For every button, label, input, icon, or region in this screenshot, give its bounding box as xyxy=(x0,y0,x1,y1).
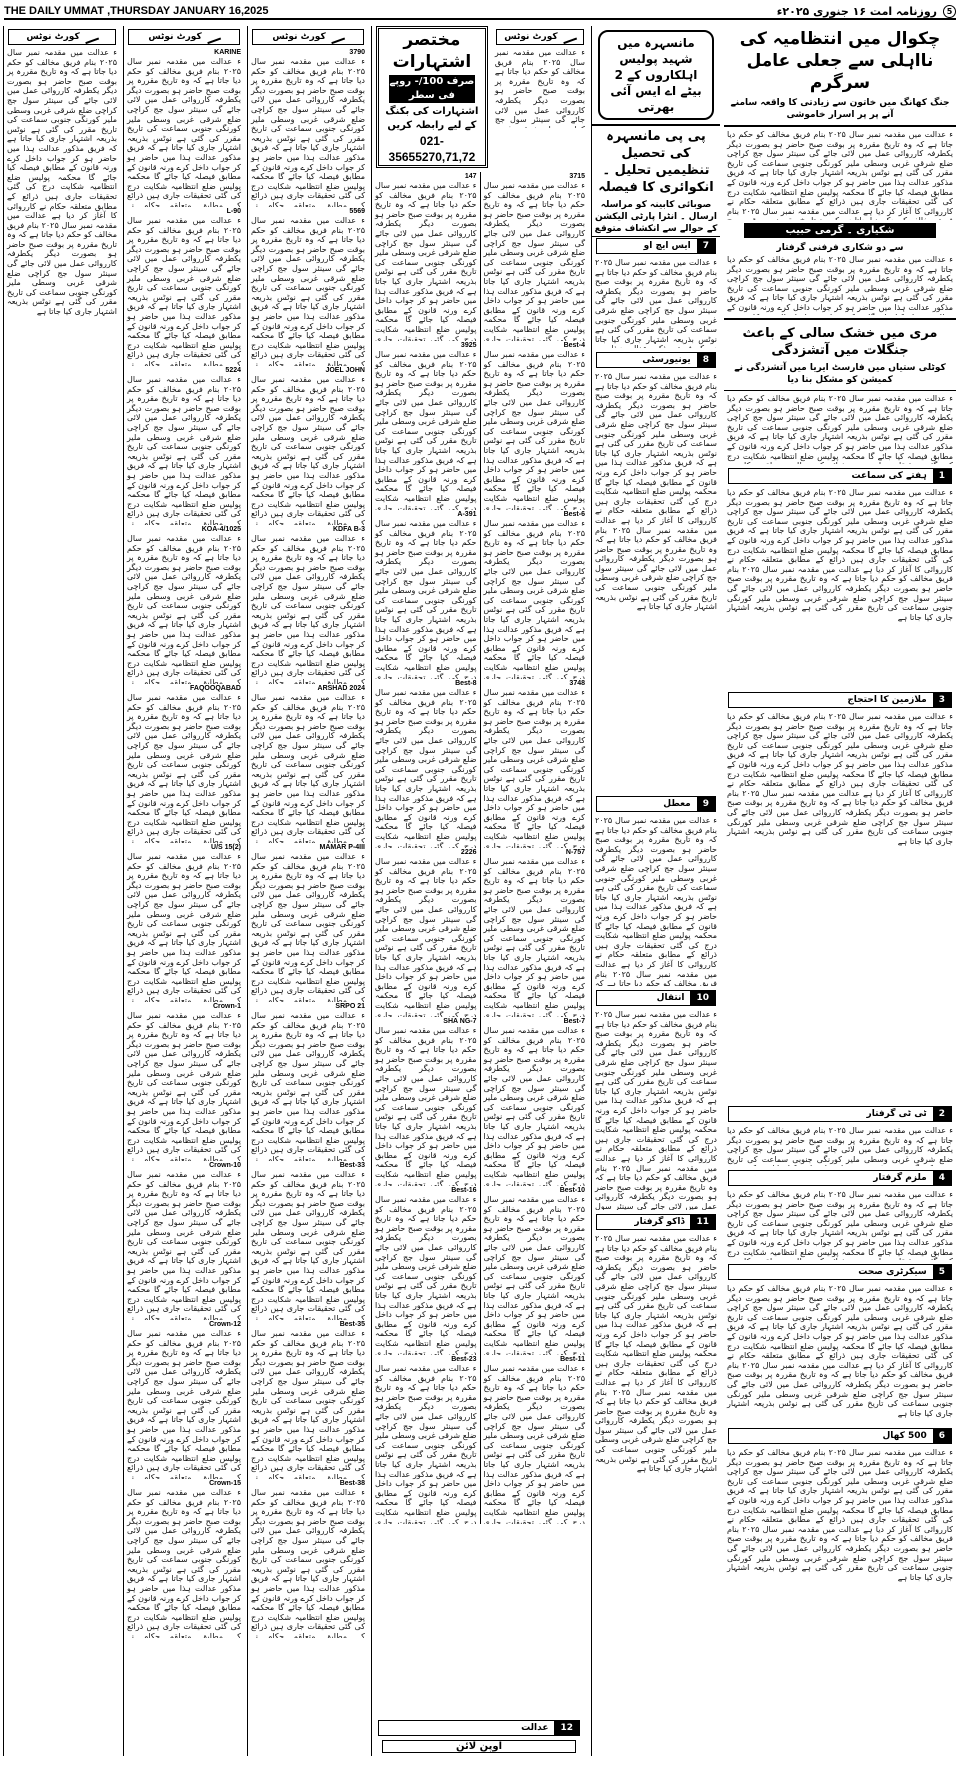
ad-phone: 021-35655270,71,72 xyxy=(388,134,476,164)
article-text xyxy=(724,255,956,315)
article-text xyxy=(592,1010,720,1210)
kicker: شکیاری ۔ گرمی حبیب xyxy=(744,223,936,238)
court-notices-column-6 xyxy=(3,26,120,1756)
news-column-1 xyxy=(724,26,956,1756)
article-text xyxy=(724,130,956,220)
article-text xyxy=(592,1234,720,1634)
article-text xyxy=(724,488,956,688)
court-notice-header: کورٹ نوٹس xyxy=(128,29,240,45)
section-header: 6 500 کھال xyxy=(728,1428,952,1444)
headline-1: چکوال میں انتظامیہ کی نااہلی سے جعلی عامل سرگرم xyxy=(739,29,941,93)
section-header: 2 ٹی ٹی گرفتار xyxy=(728,1106,952,1122)
section-header: 11 ڈاکو گرفتار xyxy=(596,1214,716,1230)
newspaper-page xyxy=(4,4,956,1766)
article-text xyxy=(592,258,720,348)
bottom-label: اوپن لائن xyxy=(382,1740,576,1753)
ad-booking: اشتہارات کی بکنگ کے لیے رابطہ کریں xyxy=(385,106,479,131)
masthead-title: THE DAILY UMMAT ,THURSDAY JANUARY 16,2025 xyxy=(4,5,269,17)
court-notice-header: کورٹ نوٹس xyxy=(8,29,116,45)
bottom-block xyxy=(374,1716,584,1757)
court-notice-header: کورٹ نوٹس xyxy=(252,29,364,45)
subhead-1: جنگ کھانگ میں خاتون سے زیادتی کا واقعہ سامنے آنے پر پر اسرار خاموشی xyxy=(730,98,950,120)
section-header: 9 معطل xyxy=(596,796,716,812)
notice-text xyxy=(492,48,588,128)
gavel-icon xyxy=(560,30,576,43)
section-header: 5 سیکرٹری صحت xyxy=(728,1264,952,1280)
page-number: 5 xyxy=(943,5,956,18)
article-text xyxy=(592,816,720,986)
classified-ad-box xyxy=(376,26,488,168)
section-header: 8 یونیورسٹی xyxy=(596,352,716,368)
urdu-date: روزنامہ امت ۱۶ جنوری ۲۰۲۵ء xyxy=(776,4,937,18)
headline-2: مری میں خشک سالی کے باعث جنگلات میں آتشزدگی xyxy=(742,326,938,358)
masthead-urdu-date xyxy=(777,5,956,18)
court-notices-column-5: کورٹ نوٹس KARINE ء عدالت میں مقدمہ نمبر سال ۲۰۲۵ بنام فریق مخالف کو حکم دیا جاتا ہے کہ وہ تاریخ مقررہ پر بوقت صبح حاضر ہو بصورت دیگر یکطرفہ کارروائی عمل میں لائی جائے گی سینئر سول جج کراچی ضلع شرقی غربی وسطی ملیر کورنگی جنوبی سماعت کی تاریخ مقرر کی گئی ہے نوٹس بذریعہ اشتہار جاری کیا جاتا ہے کہ فریق مذکور عدالت ہذا میں حاضر ہو کر جواب داخل کرے ورنہ قانون کے مطابق فیصلہ کیا جائے گا محکمہ پولیس ضلع انتظامیہ شکایت درج کی گئی تحقیقات جاری ہیں ذرائع کے مطابق متعلقہ حکام نے کارروائی کا آغاز کر دیا ہے عدالت میں مقدمہ نمبر سال ۲۰۲۵ بنام فریق مخالف کو حکم دیا جاتا ہے کہ وہ تاریخ مقررہ پر بوقت صبح حاضر ہو بصورت دیگر یکطرفہ کارروائی عمل میں لائی جائے گی سینئر سول جج کراچی ضلع شرقی غربی وسطی ملیر کورنگی جنوبی سماعت کی تاریخ مقرر کی گئی ہے نوٹس بذریعہ اشتہار جاری کیا جاتا ہے L-90 ء عدالت میں مقدمہ نمبر سال ۲۰۲۵ بنام فریق مخالف کو حکم دیا جاتا ہے کہ وہ تاریخ مقررہ پر بوقت صبح حاضر ہو بصورت دیگر یکطرفہ کارروائی عمل میں لائی جائے گی سینئر سول جج کراچی ضلع شرقی غربی وسطی ملیر کورنگی جنوبی سماعت کی تاریخ مقرر کی گئی ہے نوٹس بذریعہ اشتہار جاری کیا جاتا ہے کہ فریق مذکور عدالت ہذا میں حاضر ہو کر جواب داخل کرے ورنہ قانون کے مطابق فیصلہ کیا جائے گا محکمہ پولیس ضلع انتظامیہ شکایت درج کی گئی تحقیقات جاری ہیں ذرائع کے مطابق متعلقہ حکام نے کارروائی کا آغاز کر دیا ہے عدالت میں مقدمہ نمبر سال ۲۰۲۵ بنام فریق مخالف کو حکم دیا جاتا ہے کہ وہ تاریخ مقررہ پر بوقت صبح حاضر ہو بصورت دیگر یکطرفہ کارروائی عمل میں لائی جائے گی سینئر سول جج کراچی ضلع شرقی غربی وسطی ملیر کورنگی جنوبی سماعت کی تاریخ مقرر کی گئی ہے نوٹس بذریعہ اشتہار جاری کیا جاتا ہے 5224 ء عدالت میں مقدمہ نمبر سال ۲۰۲۵ بنام فریق مخالف کو حکم دیا جاتا ہے کہ وہ تاریخ مقررہ پر بوقت صبح حاضر ہو بصورت دیگر یکطرفہ کارروائی عمل میں لائی جائے گی سینئر سول جج کراچی ضلع شرقی غربی وسطی ملیر کورنگی جنوبی سماعت کی تاریخ مقرر کی گئی ہے نوٹس بذریعہ اشتہار جاری کیا جاتا ہے کہ فریق مذکور عدالت ہذا میں حاضر ہو کر جواب داخل کرے ورنہ قانون کے مطابق فیصلہ کیا جائے گا محکمہ پولیس ضلع انتظامیہ شکایت درج کی گئی تحقیقات جاری ہیں ذرائع کے مطابق متعلقہ حکام نے کارروائی کا آغاز کر دیا ہے عدالت میں مقدمہ نمبر سال ۲۰۲۵ بنام فریق مخالف کو حکم دیا جاتا ہے کہ وہ تاریخ مقررہ پر بوقت صبح حاضر ہو بصورت دیگر یکطرفہ کارروائی عمل میں لائی جائے گی سینئر سول جج کراچی ضلع شرقی غربی وسطی ملیر کورنگی جنوبی سماعت کی تاریخ مقرر کی گئی ہے نوٹس بذریعہ اشتہار جاری کیا جاتا ہے KOA-4/1025 ء عدالت میں مقدمہ نمبر سال ۲۰۲۵ بنام فریق مخالف کو حکم دیا جاتا ہے کہ وہ تاریخ مقررہ پر بوقت صبح حاضر ہو بصورت دیگر یکطرفہ کارروائی عمل میں لائی جائے گی سینئر سول جج کراچی ضلع شرقی غربی وسطی ملیر کورنگی جنوبی سماعت کی تاریخ مقرر کی گئی ہے نوٹس بذریعہ اشتہار جاری کیا جاتا ہے کہ فریق مذکور عدالت ہذا میں حاضر ہو کر جواب داخل کرے ورنہ قانون کے مطابق فیصلہ کیا جائے گا محکمہ پولیس ضلع انتظامیہ شکایت درج کی گئی تحقیقات جاری ہیں ذرائع کے مطابق متعلقہ حکام نے کارروائی کا آغاز کر دیا ہے عدالت میں مقدمہ نمبر سال ۲۰۲۵ بنام فریق مخالف کو حکم دیا جاتا ہے کہ وہ تاریخ مقررہ پر بوقت صبح حاضر ہو بصورت دیگر یکطرفہ کارروائی عمل میں لائی جائے گی سینئر سول جج کراچی ضلع شرقی غربی وسطی ملیر کورنگی جنوبی سماعت کی تاریخ مقرر کی گئی ہے نوٹس بذریعہ اشتہار جاری کیا جاتا ہے FAQOOQABAD ء عدالت میں مقدمہ نمبر سال ۲۰۲۵ بنام فریق مخالف کو حکم دیا جاتا ہے کہ وہ تاریخ مقررہ پر بوقت صبح حاضر ہو بصورت دیگر یکطرفہ کارروائی عمل میں لائی جائے گی سینئر سول جج کراچی ضلع شرقی غربی وسطی ملیر کورنگی جنوبی سماعت کی تاریخ مقرر کی گئی ہے نوٹس بذریعہ اشتہار جاری کیا جاتا ہے کہ فریق مذکور عدالت ہذا میں حاضر ہو کر جواب داخل کرے ورنہ قانون کے مطابق فیصلہ کیا جائے گا محکمہ پولیس ضلع انتظامیہ شکایت درج کی گئی تحقیقات جاری ہیں ذرائع کے مطابق متعلقہ حکام نے کارروائی کا آغاز کر دیا ہے عدالت میں مقدمہ نمبر سال ۲۰۲۵ بنام فریق مخالف کو حکم دیا جاتا ہے کہ وہ تاریخ مقررہ پر بوقت صبح حاضر ہو بصورت دیگر یکطرفہ کارروائی عمل میں لائی جائے گی سینئر سول جج کراچی ضلع شرقی غربی وسطی ملیر کورنگی جنوبی سماعت کی تاریخ مقرر کی گئی ہے نوٹس بذریعہ اشتہار جاری کیا جاتا ہے U/S 15(2) ء عدالت میں مقدمہ نمبر سال ۲۰۲۵ بنام فریق مخالف کو حکم دیا جاتا ہے کہ وہ تاریخ مقررہ پر بوقت صبح حاضر ہو بصورت دیگر یکطرفہ کارروائی عمل میں لائی جائے گی سینئر سول جج کراچی ضلع شرقی غربی وسطی ملیر کورنگی جنوبی سماعت کی تاریخ مقرر کی گئی ہے نوٹس بذریعہ اشتہار جاری کیا جاتا ہے کہ فریق مذکور عدالت ہذا میں حاضر ہو کر جواب داخل کرے ورنہ قانون کے مطابق فیصلہ کیا جائے گا محکمہ پولیس ضلع انتظامیہ شکایت درج کی گئی تحقیقات جاری ہیں ذرائع کے مطابق متعلقہ حکام نے کارروائی کا آغاز کر دیا ہے عدالت میں مقدمہ نمبر سال ۲۰۲۵ بنام فریق مخالف کو حکم دیا جاتا ہے کہ وہ تاریخ مقررہ پر بوقت صبح حاضر ہو بصورت دیگر یکطرفہ کارروائی عمل میں لائی جائے گی سینئر سول جج کراچی ضلع شرقی غربی وسطی ملیر کورنگی جنوبی سماعت کی تاریخ مقرر کی گئی ہے نوٹس بذریعہ اشتہار جاری کیا جاتا ہے Crown-1 ء عدالت میں مقدمہ نمبر سال ۲۰۲۵ بنام فریق مخالف کو حکم دیا جاتا ہے کہ وہ تاریخ مقررہ پر بوقت صبح حاضر ہو بصورت دیگر یکطرفہ کارروائی عمل میں لائی جائے گی سینئر سول جج کراچی ضلع شرقی غربی وسطی ملیر کورنگی جنوبی سماعت کی تاریخ مقرر کی گئی ہے نوٹس بذریعہ اشتہار جاری کیا جاتا ہے کہ فریق مذکور عدالت ہذا میں حاضر ہو کر جواب داخل کرے ورنہ قانون کے مطابق فیصلہ کیا جائے گا محکمہ پولیس ضلع انتظامیہ شکایت درج کی گئی تحقیقات جاری ہیں ذرائع کے مطابق متعلقہ حکام نے کارروائی کا آغاز کر دیا ہے عدالت میں مقدمہ نمبر سال ۲۰۲۵ بنام فریق مخالف کو حکم دیا جاتا ہے کہ وہ تاریخ مقررہ پر بوقت صبح حاضر ہو بصورت دیگر یکطرفہ کارروائی عمل میں لائی جائے گی سینئر سول جج کراچی ضلع شرقی غربی وسطی ملیر کورنگی جنوبی سماعت کی تاریخ مقرر کی گئی ہے نوٹس بذریعہ اشتہار جاری کیا جاتا ہے Crown-10 ء عدالت میں مقدمہ نمبر سال ۲۰۲۵ بنام فریق مخالف کو حکم دیا جاتا ہے کہ وہ تاریخ مقررہ پر بوقت صبح حاضر ہو بصورت دیگر یکطرفہ کارروائی عمل میں لائی جائے گی سینئر سول جج کراچی ضلع شرقی غربی وسطی ملیر کورنگی جنوبی سماعت کی تاریخ مقرر کی گئی ہے نوٹس بذریعہ اشتہار جاری کیا جاتا ہے کہ فریق مذکور عدالت ہذا میں حاضر ہو کر جواب داخل کرے ورنہ قانون کے مطابق فیصلہ کیا جائے گا محکمہ پولیس ضلع انتظامیہ شکایت درج کی گئی تحقیقات جاری ہیں ذرائع کے مطابق متعلقہ حکام نے کارروائی کا آغاز کر دیا ہے عدالت میں مقدمہ نمبر سال ۲۰۲۵ بنام فریق مخالف کو حکم دیا جاتا ہے کہ وہ تاریخ مقررہ پر بوقت صبح حاضر ہو بصورت دیگر یکطرفہ کارروائی عمل میں لائی جائے گی سینئر سول جج کراچی ضلع شرقی غربی وسطی ملیر کورنگی جنوبی سماعت کی تاریخ مقرر کی گئی ہے نوٹس بذریعہ اشتہار جاری کیا جاتا ہے Crown-12 ء عدالت میں مقدمہ نمبر سال ۲۰۲۵ بنام فریق مخالف کو حکم دیا جاتا ہے کہ وہ تاریخ مقررہ پر بوقت صبح حاضر ہو بصورت دیگر یکطرفہ کارروائی عمل میں لائی جائے گی سینئر سول جج کراچی ضلع شرقی غربی وسطی ملیر کورنگی جنوبی سماعت کی تاریخ مقرر کی گئی ہے نوٹس بذریعہ اشتہار جاری کیا جاتا ہے کہ فریق مذکور عدالت ہذا میں حاضر ہو کر جواب داخل کرے ورنہ قانون کے مطابق فیصلہ کیا جائے گا محکمہ پولیس ضلع انتظامیہ شکایت درج کی گئی تحقیقات جاری ہیں ذرائع کے مطابق متعلقہ حکام نے کارروائی کا آغاز کر دیا ہے عدالت میں مقدمہ نمبر سال ۲۰۲۵ بنام فریق مخالف کو حکم دیا جاتا ہے کہ وہ تاریخ مقررہ پر بوقت صبح حاضر ہو بصورت دیگر یکطرفہ کارروائی عمل میں لائی جائے گی سینئر سول جج کراچی ضلع شرقی غربی وسطی ملیر کورنگی جنوبی سماعت کی تاریخ مقرر کی گئی ہے نوٹس بذریعہ اشتہار جاری کیا جاتا ہے Crown-15 ء عدالت میں مقدمہ نمبر سال ۲۰۲۵ بنام فریق مخالف کو حکم دیا جاتا ہے کہ وہ تاریخ مقررہ پر بوقت صبح حاضر ہو بصورت دیگر یکطرفہ کارروائی عمل میں لائی جائے گی سینئر سول جج کراچی ضلع شرقی غربی وسطی ملیر کورنگی جنوبی سماعت کی تاریخ مقرر کی گئی ہے نوٹس بذریعہ اشتہار جاری کیا جاتا ہے کہ فریق مذکور عدالت ہذا میں حاضر ہو کر جواب داخل کرے ورنہ قانون کے مطابق فیصلہ کیا جائے گا محکمہ پولیس ضلع انتظامیہ شکایت درج کی گئی تحقیقات جاری ہیں ذرائع کے مطابق متعلقہ حکام نے کارروائی کا آغاز کر دیا ہے عدالت میں مقدمہ نمبر سال ۲۰۲۵ بنام فریق مخالف کو حکم دیا جاتا ہے کہ وہ تاریخ مقررہ پر بوقت صبح حاضر ہو بصورت دیگر یکطرفہ کارروائی عمل میں لائی جائے گی سینئر سول جج کراچی ضلع شرقی غربی وسطی ملیر کورنگی جنوبی سماعت کی تاریخ مقرر کی گئی ہے نوٹس بذریعہ اشتہار جاری کیا جاتا ہے xyxy=(123,26,244,1756)
section-header: 10 انتقال xyxy=(596,990,716,1006)
article-text xyxy=(724,394,956,464)
section-header: 3 ملازمین کا احتجاج xyxy=(728,692,952,708)
news-column-2 xyxy=(591,26,720,1756)
kicker-sub: سے دو شکاری فرفنی گرفتار xyxy=(776,243,904,253)
notice-subcolumn: 147 ء عدالت میں مقدمہ نمبر سال ۲۰۲۵ بنام فریق مخالف کو حکم دیا جاتا ہے کہ وہ تاریخ مقررہ پر بوقت صبح حاضر ہو بصورت دیگر یکطرفہ کارروائی عمل میں لائی جائے گی سینئر سول جج کراچی ضلع شرقی غربی وسطی ملیر کورنگی جنوبی سماعت کی تاریخ مقرر کی گئی ہے نوٹس بذریعہ اشتہار جاری کیا جاتا ہے کہ فریق مذکور عدالت ہذا میں حاضر ہو کر جواب داخل کرے ورنہ قانون کے مطابق فیصلہ کیا جائے گا محکمہ پولیس ضلع انتظامیہ شکایت درج کی گئی تحقیقات جاری ہیں ذرائع کے مطابق متعلقہ حکام نے کارروائی کا آغاز کر دیا ہے عدالت میں مقدمہ نمبر سال ۲۰۲۵ بنام فریق مخالف کو حکم دیا جاتا ہے کہ وہ تاریخ مقررہ پر بوقت صبح حاضر ہو بصورت دیگر یکطرفہ کارروائی عمل میں لائی جائے گی سینئر سول جج کراچی ضلع شرقی غربی وسطی ملیر کورنگی جنوبی سماعت کی تاریخ مقرر کی گئی ہے نوٹس بذریعہ اشتہار جاری کیا جاتا ہے 3925 ء عدالت میں مقدمہ نمبر سال ۲۰۲۵ بنام فریق مخالف کو حکم دیا جاتا ہے کہ وہ تاریخ مقررہ پر بوقت صبح حاضر ہو بصورت دیگر یکطرفہ کارروائی عمل میں لائی جائے گی سینئر سول جج کراچی ضلع شرقی غربی وسطی ملیر کورنگی جنوبی سماعت کی تاریخ مقرر کی گئی ہے نوٹس بذریعہ اشتہار جاری کیا جاتا ہے کہ فریق مذکور عدالت ہذا میں حاضر ہو کر جواب داخل کرے ورنہ قانون کے مطابق فیصلہ کیا جائے گا محکمہ پولیس ضلع انتظامیہ شکایت درج کی گئی تحقیقات جاری ہیں ذرائع کے مطابق متعلقہ حکام نے کارروائی کا آغاز کر دیا ہے عدالت میں مقدمہ نمبر سال ۲۰۲۵ بنام فریق مخالف کو حکم دیا جاتا ہے کہ وہ تاریخ مقررہ پر بوقت صبح حاضر ہو بصورت دیگر یکطرفہ کارروائی عمل میں لائی جائے گی سینئر سول جج کراچی ضلع شرقی غربی وسطی ملیر کورنگی جنوبی سماعت کی تاریخ مقرر کی گئی ہے نوٹس بذریعہ اشتہار جاری کیا جاتا ہے A-391 ء عدالت میں مقدمہ نمبر سال ۲۰۲۵ بنام فریق مخالف کو حکم دیا جاتا ہے کہ وہ تاریخ مقررہ پر بوقت صبح حاضر ہو بصورت دیگر یکطرفہ کارروائی عمل میں لائی جائے گی سینئر سول جج کراچی ضلع شرقی غربی وسطی ملیر کورنگی جنوبی سماعت کی تاریخ مقرر کی گئی ہے نوٹس بذریعہ اشتہار جاری کیا جاتا ہے کہ فریق مذکور عدالت ہذا میں حاضر ہو کر جواب داخل کرے ورنہ قانون کے مطابق فیصلہ کیا جائے گا محکمہ پولیس ضلع انتظامیہ شکایت درج کی گئی تحقیقات جاری ہیں ذرائع کے مطابق متعلقہ حکام نے کارروائی کا آغاز کر دیا ہے عدالت میں مقدمہ نمبر سال ۲۰۲۵ بنام فریق مخالف کو حکم دیا جاتا ہے کہ وہ تاریخ مقررہ پر بوقت صبح حاضر ہو بصورت دیگر یکطرفہ کارروائی عمل میں لائی جائے گی سینئر سول جج کراچی ضلع شرقی غربی وسطی ملیر کورنگی جنوبی سماعت کی تاریخ مقرر کی گئی ہے نوٹس بذریعہ اشتہار جاری کیا جاتا ہے Best-8 ء عدالت میں مقدمہ نمبر سال ۲۰۲۵ بنام فریق مخالف کو حکم دیا جاتا ہے کہ وہ تاریخ مقررہ پر بوقت صبح حاضر ہو بصورت دیگر یکطرفہ کارروائی عمل میں لائی جائے گی سینئر سول جج کراچی ضلع شرقی غربی وسطی ملیر کورنگی جنوبی سماعت کی تاریخ مقرر کی گئی ہے نوٹس بذریعہ اشتہار جاری کیا جاتا ہے کہ فریق مذکور عدالت ہذا میں حاضر ہو کر جواب داخل کرے ورنہ قانون کے مطابق فیصلہ کیا جائے گا محکمہ پولیس ضلع انتظامیہ شکایت درج کی گئی تحقیقات جاری ہیں ذرائع کے مطابق متعلقہ حکام نے کارروائی کا آغاز کر دیا ہے عدالت میں مقدمہ نمبر سال ۲۰۲۵ بنام فریق مخالف کو حکم دیا جاتا ہے کہ وہ تاریخ مقررہ پر بوقت صبح حاضر ہو بصورت دیگر یکطرفہ کارروائی عمل میں لائی جائے گی سینئر سول جج کراچی ضلع شرقی غربی وسطی ملیر کورنگی جنوبی سماعت کی تاریخ مقرر کی گئی ہے نوٹس بذریعہ اشتہار جاری کیا جاتا ہے 2226 ء عدالت میں مقدمہ نمبر سال ۲۰۲۵ بنام فریق مخالف کو حکم دیا جاتا ہے کہ وہ تاریخ مقررہ پر بوقت صبح حاضر ہو بصورت دیگر یکطرفہ کارروائی عمل میں لائی جائے گی سینئر سول جج کراچی ضلع شرقی غربی وسطی ملیر کورنگی جنوبی سماعت کی تاریخ مقرر کی گئی ہے نوٹس بذریعہ اشتہار جاری کیا جاتا ہے کہ فریق مذکور عدالت ہذا میں حاضر ہو کر جواب داخل کرے ورنہ قانون کے مطابق فیصلہ کیا جائے گا محکمہ پولیس ضلع انتظامیہ شکایت درج کی گئی تحقیقات جاری ہیں ذرائع کے مطابق متعلقہ حکام نے کارروائی کا آغاز کر دیا ہے عدالت میں مقدمہ نمبر سال ۲۰۲۵ بنام فریق مخالف کو حکم دیا جاتا ہے کہ وہ تاریخ مقررہ پر بوقت صبح حاضر ہو بصورت دیگر یکطرفہ کارروائی عمل میں لائی جائے گی سینئر سول جج کراچی ضلع شرقی غربی وسطی ملیر کورنگی جنوبی سماعت کی تاریخ مقرر کی گئی ہے نوٹس بذریعہ اشتہار جاری کیا جاتا ہے SHA NG-7 ء عدالت میں مقدمہ نمبر سال ۲۰۲۵ بنام فریق مخالف کو حکم دیا جاتا ہے کہ وہ تاریخ مقررہ پر بوقت صبح حاضر ہو بصورت دیگر یکطرفہ کارروائی عمل میں لائی جائے گی سینئر سول جج کراچی ضلع شرقی غربی وسطی ملیر کورنگی جنوبی سماعت کی تاریخ مقرر کی گئی ہے نوٹس بذریعہ اشتہار جاری کیا جاتا ہے کہ فریق مذکور عدالت ہذا میں حاضر ہو کر جواب داخل کرے ورنہ قانون کے مطابق فیصلہ کیا جائے گا محکمہ پولیس ضلع انتظامیہ شکایت درج کی گئی تحقیقات جاری ہیں ذرائع کے مطابق متعلقہ حکام نے کارروائی کا آغاز کر دیا ہے عدالت میں مقدمہ نمبر سال ۲۰۲۵ بنام فریق مخالف کو حکم دیا جاتا ہے کہ وہ تاریخ مقررہ پر بوقت صبح حاضر ہو بصورت دیگر یکطرفہ کارروائی عمل میں لائی جائے گی سینئر سول جج کراچی ضلع شرقی غربی وسطی ملیر کورنگی جنوبی سماعت کی تاریخ مقرر کی گئی ہے نوٹس بذریعہ اشتہار جاری کیا جاتا ہے Best-16 ء عدالت میں مقدمہ نمبر سال ۲۰۲۵ بنام فریق مخالف کو حکم دیا جاتا ہے کہ وہ تاریخ مقررہ پر بوقت صبح حاضر ہو بصورت دیگر یکطرفہ کارروائی عمل میں لائی جائے گی سینئر سول جج کراچی ضلع شرقی غربی وسطی ملیر کورنگی جنوبی سماعت کی تاریخ مقرر کی گئی ہے نوٹس بذریعہ اشتہار جاری کیا جاتا ہے کہ فریق مذکور عدالت ہذا میں حاضر ہو کر جواب داخل کرے ورنہ قانون کے مطابق فیصلہ کیا جائے گا محکمہ پولیس ضلع انتظامیہ شکایت درج کی گئی تحقیقات جاری ہیں ذرائع کے مطابق متعلقہ حکام نے کارروائی کا آغاز کر دیا ہے عدالت میں مقدمہ نمبر سال ۲۰۲۵ بنام فریق مخالف کو حکم دیا جاتا ہے کہ وہ تاریخ مقررہ پر بوقت صبح حاضر ہو بصورت دیگر یکطرفہ کارروائی عمل میں لائی جائے گی سینئر سول جج کراچی ضلع شرقی غربی وسطی ملیر کورنگی جنوبی سماعت کی تاریخ مقرر کی گئی ہے نوٹس بذریعہ اشتہار جاری کیا جاتا ہے Best-23 ء عدالت میں مقدمہ نمبر سال ۲۰۲۵ بنام فریق مخالف کو حکم دیا جاتا ہے کہ وہ تاریخ مقررہ پر بوقت صبح حاضر ہو بصورت دیگر یکطرفہ کارروائی عمل میں لائی جائے گی سینئر سول جج کراچی ضلع شرقی غربی وسطی ملیر کورنگی جنوبی سماعت کی تاریخ مقرر کی گئی ہے نوٹس بذریعہ اشتہار جاری کیا جاتا ہے کہ فریق مذکور عدالت ہذا میں حاضر ہو کر جواب داخل کرے ورنہ قانون کے مطابق فیصلہ کیا جائے گا محکمہ پولیس ضلع انتظامیہ شکایت درج کی گئی تحقیقات جاری ہیں ذرائع کے مطابق متعلقہ حکام نے کارروائی کا آغاز کر دیا ہے عدالت میں مقدمہ نمبر سال ۲۰۲۵ بنام فریق مخالف کو حکم دیا جاتا ہے کہ وہ تاریخ مقررہ پر بوقت صبح حاضر ہو بصورت دیگر یکطرفہ کارروائی عمل میں لائی جائے گی سینئر سول جج کراچی ضلع شرقی غربی وسطی ملیر کورنگی جنوبی سماعت کی تاریخ مقرر کی گئی ہے نوٹس بذریعہ اشتہار جاری کیا جاتا ہے xyxy=(372,172,481,1524)
court-notice-header: کورٹ نوٹس xyxy=(496,29,584,45)
notice-subcolumn: 3715 ء عدالت میں مقدمہ نمبر سال ۲۰۲۵ بنام فریق مخالف کو حکم دیا جاتا ہے کہ وہ تاریخ مقررہ پر بوقت صبح حاضر ہو بصورت دیگر یکطرفہ کارروائی عمل میں لائی جائے گی سینئر سول جج کراچی ضلع شرقی غربی وسطی ملیر کورنگی جنوبی سماعت کی تاریخ مقرر کی گئی ہے نوٹس بذریعہ اشتہار جاری کیا جاتا ہے کہ فریق مذکور عدالت ہذا میں حاضر ہو کر جواب داخل کرے ورنہ قانون کے مطابق فیصلہ کیا جائے گا محکمہ پولیس ضلع انتظامیہ شکایت درج کی گئی تحقیقات جاری ہیں ذرائع کے مطابق متعلقہ حکام نے کارروائی کا آغاز کر دیا ہے عدالت میں مقدمہ نمبر سال ۲۰۲۵ بنام فریق مخالف کو حکم دیا جاتا ہے کہ وہ تاریخ مقررہ پر بوقت صبح حاضر ہو بصورت دیگر یکطرفہ کارروائی عمل میں لائی جائے گی سینئر سول جج کراچی ضلع شرقی غربی وسطی ملیر کورنگی جنوبی سماعت کی تاریخ مقرر کی گئی ہے نوٹس بذریعہ اشتہار جاری کیا جاتا ہے Best-4 ء عدالت میں مقدمہ نمبر سال ۲۰۲۵ بنام فریق مخالف کو حکم دیا جاتا ہے کہ وہ تاریخ مقررہ پر بوقت صبح حاضر ہو بصورت دیگر یکطرفہ کارروائی عمل میں لائی جائے گی سینئر سول جج کراچی ضلع شرقی غربی وسطی ملیر کورنگی جنوبی سماعت کی تاریخ مقرر کی گئی ہے نوٹس بذریعہ اشتہار جاری کیا جاتا ہے کہ فریق مذکور عدالت ہذا میں حاضر ہو کر جواب داخل کرے ورنہ قانون کے مطابق فیصلہ کیا جائے گا محکمہ پولیس ضلع انتظامیہ شکایت درج کی گئی تحقیقات جاری ہیں ذرائع کے مطابق متعلقہ حکام نے کارروائی کا آغاز کر دیا ہے عدالت میں مقدمہ نمبر سال ۲۰۲۵ بنام فریق مخالف کو حکم دیا جاتا ہے کہ وہ تاریخ مقررہ پر بوقت صبح حاضر ہو بصورت دیگر یکطرفہ کارروائی عمل میں لائی جائے گی سینئر سول جج کراچی ضلع شرقی غربی وسطی ملیر کورنگی جنوبی سماعت کی تاریخ مقرر کی گئی ہے نوٹس بذریعہ اشتہار جاری کیا جاتا ہے Best-6 ء عدالت میں مقدمہ نمبر سال ۲۰۲۵ بنام فریق مخالف کو حکم دیا جاتا ہے کہ وہ تاریخ مقررہ پر بوقت صبح حاضر ہو بصورت دیگر یکطرفہ کارروائی عمل میں لائی جائے گی سینئر سول جج کراچی ضلع شرقی غربی وسطی ملیر کورنگی جنوبی سماعت کی تاریخ مقرر کی گئی ہے نوٹس بذریعہ اشتہار جاری کیا جاتا ہے کہ فریق مذکور عدالت ہذا میں حاضر ہو کر جواب داخل کرے ورنہ قانون کے مطابق فیصلہ کیا جائے گا محکمہ پولیس ضلع انتظامیہ شکایت درج کی گئی تحقیقات جاری ہیں ذرائع کے مطابق متعلقہ حکام نے کارروائی کا آغاز کر دیا ہے عدالت میں مقدمہ نمبر سال ۲۰۲۵ بنام فریق مخالف کو حکم دیا جاتا ہے کہ وہ تاریخ مقررہ پر بوقت صبح حاضر ہو بصورت دیگر یکطرفہ کارروائی عمل میں لائی جائے گی سینئر سول جج کراچی ضلع شرقی غربی وسطی ملیر کورنگی جنوبی سماعت کی تاریخ مقرر کی گئی ہے نوٹس بذریعہ اشتہار جاری کیا جاتا ہے 3748 ء عدالت میں مقدمہ نمبر سال ۲۰۲۵ بنام فریق مخالف کو حکم دیا جاتا ہے کہ وہ تاریخ مقررہ پر بوقت صبح حاضر ہو بصورت دیگر یکطرفہ کارروائی عمل میں لائی جائے گی سینئر سول جج کراچی ضلع شرقی غربی وسطی ملیر کورنگی جنوبی سماعت کی تاریخ مقرر کی گئی ہے نوٹس بذریعہ اشتہار جاری کیا جاتا ہے کہ فریق مذکور عدالت ہذا میں حاضر ہو کر جواب داخل کرے ورنہ قانون کے مطابق فیصلہ کیا جائے گا محکمہ پولیس ضلع انتظامیہ شکایت درج کی گئی تحقیقات جاری ہیں ذرائع کے مطابق متعلقہ حکام نے کارروائی کا آغاز کر دیا ہے عدالت میں مقدمہ نمبر سال ۲۰۲۵ بنام فریق مخالف کو حکم دیا جاتا ہے کہ وہ تاریخ مقررہ پر بوقت صبح حاضر ہو بصورت دیگر یکطرفہ کارروائی عمل میں لائی جائے گی سینئر سول جج کراچی ضلع شرقی غربی وسطی ملیر کورنگی جنوبی سماعت کی تاریخ مقرر کی گئی ہے نوٹس بذریعہ اشتہار جاری کیا جاتا ہے N-757 ء عدالت میں مقدمہ نمبر سال ۲۰۲۵ بنام فریق مخالف کو حکم دیا جاتا ہے کہ وہ تاریخ مقررہ پر بوقت صبح حاضر ہو بصورت دیگر یکطرفہ کارروائی عمل میں لائی جائے گی سینئر سول جج کراچی ضلع شرقی غربی وسطی ملیر کورنگی جنوبی سماعت کی تاریخ مقرر کی گئی ہے نوٹس بذریعہ اشتہار جاری کیا جاتا ہے کہ فریق مذکور عدالت ہذا میں حاضر ہو کر جواب داخل کرے ورنہ قانون کے مطابق فیصلہ کیا جائے گا محکمہ پولیس ضلع انتظامیہ شکایت درج کی گئی تحقیقات جاری ہیں ذرائع کے مطابق متعلقہ حکام نے کارروائی کا آغاز کر دیا ہے عدالت میں مقدمہ نمبر سال ۲۰۲۵ بنام فریق مخالف کو حکم دیا جاتا ہے کہ وہ تاریخ مقررہ پر بوقت صبح حاضر ہو بصورت دیگر یکطرفہ کارروائی عمل میں لائی جائے گی سینئر سول جج کراچی ضلع شرقی غربی وسطی ملیر کورنگی جنوبی سماعت کی تاریخ مقرر کی گئی ہے نوٹس بذریعہ اشتہار جاری کیا جاتا ہے Best-7 ء عدالت میں مقدمہ نمبر سال ۲۰۲۵ بنام فریق مخالف کو حکم دیا جاتا ہے کہ وہ تاریخ مقررہ پر بوقت صبح حاضر ہو بصورت دیگر یکطرفہ کارروائی عمل میں لائی جائے گی سینئر سول جج کراچی ضلع شرقی غربی وسطی ملیر کورنگی جنوبی سماعت کی تاریخ مقرر کی گئی ہے نوٹس بذریعہ اشتہار جاری کیا جاتا ہے کہ فریق مذکور عدالت ہذا میں حاضر ہو کر جواب داخل کرے ورنہ قانون کے مطابق فیصلہ کیا جائے گا محکمہ پولیس ضلع انتظامیہ شکایت درج کی گئی تحقیقات جاری ہیں ذرائع کے مطابق متعلقہ حکام نے کارروائی کا آغاز کر دیا ہے عدالت میں مقدمہ نمبر سال ۲۰۲۵ بنام فریق مخالف کو حکم دیا جاتا ہے کہ وہ تاریخ مقررہ پر بوقت صبح حاضر ہو بصورت دیگر یکطرفہ کارروائی عمل میں لائی جائے گی سینئر سول جج کراچی ضلع شرقی غربی وسطی ملیر کورنگی جنوبی سماعت کی تاریخ مقرر کی گئی ہے نوٹس بذریعہ اشتہار جاری کیا جاتا ہے Best-10 ء عدالت میں مقدمہ نمبر سال ۲۰۲۵ بنام فریق مخالف کو حکم دیا جاتا ہے کہ وہ تاریخ مقررہ پر بوقت صبح حاضر ہو بصورت دیگر یکطرفہ کارروائی عمل میں لائی جائے گی سینئر سول جج کراچی ضلع شرقی غربی وسطی ملیر کورنگی جنوبی سماعت کی تاریخ مقرر کی گئی ہے نوٹس بذریعہ اشتہار جاری کیا جاتا ہے کہ فریق مذکور عدالت ہذا میں حاضر ہو کر جواب داخل کرے ورنہ قانون کے مطابق فیصلہ کیا جائے گا محکمہ پولیس ضلع انتظامیہ شکایت درج کی گئی تحقیقات جاری ہیں ذرائع کے مطابق متعلقہ حکام نے کارروائی کا آغاز کر دیا ہے عدالت میں مقدمہ نمبر سال ۲۰۲۵ بنام فریق مخالف کو حکم دیا جاتا ہے کہ وہ تاریخ مقررہ پر بوقت صبح حاضر ہو بصورت دیگر یکطرفہ کارروائی عمل میں لائی جائے گی سینئر سول جج کراچی ضلع شرقی غربی وسطی ملیر کورنگی جنوبی سماعت کی تاریخ مقرر کی گئی ہے نوٹس بذریعہ اشتہار جاری کیا جاتا ہے Best-11 ء عدالت میں مقدمہ نمبر سال ۲۰۲۵ بنام فریق مخالف کو حکم دیا جاتا ہے کہ وہ تاریخ مقررہ پر بوقت صبح حاضر ہو بصورت دیگر یکطرفہ کارروائی عمل میں لائی جائے گی سینئر سول جج کراچی ضلع شرقی غربی وسطی ملیر کورنگی جنوبی سماعت کی تاریخ مقرر کی گئی ہے نوٹس بذریعہ اشتہار جاری کیا جاتا ہے کہ فریق مذکور عدالت ہذا میں حاضر ہو کر جواب داخل کرے ورنہ قانون کے مطابق فیصلہ کیا جائے گا محکمہ پولیس ضلع انتظامیہ شکایت درج کی گئی تحقیقات جاری ہیں ذرائع کے مطابق متعلقہ حکام نے کارروائی کا آغاز کر دیا ہے عدالت میں مقدمہ نمبر سال ۲۰۲۵ بنام فریق مخالف کو حکم دیا جاتا ہے کہ وہ تاریخ مقررہ پر بوقت صبح حاضر ہو بصورت دیگر یکطرفہ کارروائی عمل میں لائی جائے گی سینئر سول جج کراچی ضلع شرقی غربی وسطی ملیر کورنگی جنوبی سماعت کی تاریخ مقرر کی گئی ہے نوٹس بذریعہ اشتہار جاری کیا جاتا ہے xyxy=(481,172,589,1524)
gavel-icon xyxy=(205,30,221,43)
court-notices-column-4: کورٹ نوٹس 3790 ء عدالت میں مقدمہ نمبر سال ۲۰۲۵ بنام فریق مخالف کو حکم دیا جاتا ہے کہ وہ تاریخ مقررہ پر بوقت صبح حاضر ہو بصورت دیگر یکطرفہ کارروائی عمل میں لائی جائے گی سینئر سول جج کراچی ضلع شرقی غربی وسطی ملیر کورنگی جنوبی سماعت کی تاریخ مقرر کی گئی ہے نوٹس بذریعہ اشتہار جاری کیا جاتا ہے کہ فریق مذکور عدالت ہذا میں حاضر ہو کر جواب داخل کرے ورنہ قانون کے مطابق فیصلہ کیا جائے گا محکمہ پولیس ضلع انتظامیہ شکایت درج کی گئی تحقیقات جاری ہیں ذرائع کے مطابق متعلقہ حکام نے کارروائی کا آغاز کر دیا ہے عدالت میں مقدمہ نمبر سال ۲۰۲۵ بنام فریق مخالف کو حکم دیا جاتا ہے کہ وہ تاریخ مقررہ پر بوقت صبح حاضر ہو بصورت دیگر یکطرفہ کارروائی عمل میں لائی جائے گی سینئر سول جج کراچی ضلع شرقی غربی وسطی ملیر کورنگی جنوبی سماعت کی تاریخ مقرر کی گئی ہے نوٹس بذریعہ اشتہار جاری کیا جاتا ہے 5569 ء عدالت میں مقدمہ نمبر سال ۲۰۲۵ بنام فریق مخالف کو حکم دیا جاتا ہے کہ وہ تاریخ مقررہ پر بوقت صبح حاضر ہو بصورت دیگر یکطرفہ کارروائی عمل میں لائی جائے گی سینئر سول جج کراچی ضلع شرقی غربی وسطی ملیر کورنگی جنوبی سماعت کی تاریخ مقرر کی گئی ہے نوٹس بذریعہ اشتہار جاری کیا جاتا ہے کہ فریق مذکور عدالت ہذا میں حاضر ہو کر جواب داخل کرے ورنہ قانون کے مطابق فیصلہ کیا جائے گا محکمہ پولیس ضلع انتظامیہ شکایت درج کی گئی تحقیقات جاری ہیں ذرائع کے مطابق متعلقہ حکام نے کارروائی کا آغاز کر دیا ہے عدالت میں مقدمہ نمبر سال ۲۰۲۵ بنام فریق مخالف کو حکم دیا جاتا ہے کہ وہ تاریخ مقررہ پر بوقت صبح حاضر ہو بصورت دیگر یکطرفہ کارروائی عمل میں لائی جائے گی سینئر سول جج کراچی ضلع شرقی غربی وسطی ملیر کورنگی جنوبی سماعت کی تاریخ مقرر کی گئی ہے نوٹس بذریعہ اشتہار جاری کیا جاتا ہے JOEL JOHN ء عدالت میں مقدمہ نمبر سال ۲۰۲۵ بنام فریق مخالف کو حکم دیا جاتا ہے کہ وہ تاریخ مقررہ پر بوقت صبح حاضر ہو بصورت دیگر یکطرفہ کارروائی عمل میں لائی جائے گی سینئر سول جج کراچی ضلع شرقی غربی وسطی ملیر کورنگی جنوبی سماعت کی تاریخ مقرر کی گئی ہے نوٹس بذریعہ اشتہار جاری کیا جاتا ہے کہ فریق مذکور عدالت ہذا میں حاضر ہو کر جواب داخل کرے ورنہ قانون کے مطابق فیصلہ کیا جائے گا محکمہ پولیس ضلع انتظامیہ شکایت درج کی گئی تحقیقات جاری ہیں ذرائع کے مطابق متعلقہ حکام نے کارروائی کا آغاز کر دیا ہے عدالت میں مقدمہ نمبر سال ۲۰۲۵ بنام فریق مخالف کو حکم دیا جاتا ہے کہ وہ تاریخ مقررہ پر بوقت صبح حاضر ہو بصورت دیگر یکطرفہ کارروائی عمل میں لائی جائے گی سینئر سول جج کراچی ضلع شرقی غربی وسطی ملیر کورنگی جنوبی سماعت کی تاریخ مقرر کی گئی ہے نوٹس بذریعہ اشتہار جاری کیا جاتا ہے KDFA B-3 ء عدالت میں مقدمہ نمبر سال ۲۰۲۵ بنام فریق مخالف کو حکم دیا جاتا ہے کہ وہ تاریخ مقررہ پر بوقت صبح حاضر ہو بصورت دیگر یکطرفہ کارروائی عمل میں لائی جائے گی سینئر سول جج کراچی ضلع شرقی غربی وسطی ملیر کورنگی جنوبی سماعت کی تاریخ مقرر کی گئی ہے نوٹس بذریعہ اشتہار جاری کیا جاتا ہے کہ فریق مذکور عدالت ہذا میں حاضر ہو کر جواب داخل کرے ورنہ قانون کے مطابق فیصلہ کیا جائے گا محکمہ پولیس ضلع انتظامیہ شکایت درج کی گئی تحقیقات جاری ہیں ذرائع کے مطابق متعلقہ حکام نے کارروائی کا آغاز کر دیا ہے عدالت میں مقدمہ نمبر سال ۲۰۲۵ بنام فریق مخالف کو حکم دیا جاتا ہے کہ وہ تاریخ مقررہ پر بوقت صبح حاضر ہو بصورت دیگر یکطرفہ کارروائی عمل میں لائی جائے گی سینئر سول جج کراچی ضلع شرقی غربی وسطی ملیر کورنگی جنوبی سماعت کی تاریخ مقرر کی گئی ہے نوٹس بذریعہ اشتہار جاری کیا جاتا ہے ARSHAD 2024 ء عدالت میں مقدمہ نمبر سال ۲۰۲۵ بنام فریق مخالف کو حکم دیا جاتا ہے کہ وہ تاریخ مقررہ پر بوقت صبح حاضر ہو بصورت دیگر یکطرفہ کارروائی عمل میں لائی جائے گی سینئر سول جج کراچی ضلع شرقی غربی وسطی ملیر کورنگی جنوبی سماعت کی تاریخ مقرر کی گئی ہے نوٹس بذریعہ اشتہار جاری کیا جاتا ہے کہ فریق مذکور عدالت ہذا میں حاضر ہو کر جواب داخل کرے ورنہ قانون کے مطابق فیصلہ کیا جائے گا محکمہ پولیس ضلع انتظامیہ شکایت درج کی گئی تحقیقات جاری ہیں ذرائع کے مطابق متعلقہ حکام نے کارروائی کا آغاز کر دیا ہے عدالت میں مقدمہ نمبر سال ۲۰۲۵ بنام فریق مخالف کو حکم دیا جاتا ہے کہ وہ تاریخ مقررہ پر بوقت صبح حاضر ہو بصورت دیگر یکطرفہ کارروائی عمل میں لائی جائے گی سینئر سول جج کراچی ضلع شرقی غربی وسطی ملیر کورنگی جنوبی سماعت کی تاریخ مقرر کی گئی ہے نوٹس بذریعہ اشتہار جاری کیا جاتا ہے MAMAR P-4III ء عدالت میں مقدمہ نمبر سال ۲۰۲۵ بنام فریق مخالف کو حکم دیا جاتا ہے کہ وہ تاریخ مقررہ پر بوقت صبح حاضر ہو بصورت دیگر یکطرفہ کارروائی عمل میں لائی جائے گی سینئر سول جج کراچی ضلع شرقی غربی وسطی ملیر کورنگی جنوبی سماعت کی تاریخ مقرر کی گئی ہے نوٹس بذریعہ اشتہار جاری کیا جاتا ہے کہ فریق مذکور عدالت ہذا میں حاضر ہو کر جواب داخل کرے ورنہ قانون کے مطابق فیصلہ کیا جائے گا محکمہ پولیس ضلع انتظامیہ شکایت درج کی گئی تحقیقات جاری ہیں ذرائع کے مطابق متعلقہ حکام نے کارروائی کا آغاز کر دیا ہے عدالت میں مقدمہ نمبر سال ۲۰۲۵ بنام فریق مخالف کو حکم دیا جاتا ہے کہ وہ تاریخ مقررہ پر بوقت صبح حاضر ہو بصورت دیگر یکطرفہ کارروائی عمل میں لائی جائے گی سینئر سول جج کراچی ضلع شرقی غربی وسطی ملیر کورنگی جنوبی سماعت کی تاریخ مقرر کی گئی ہے نوٹس بذریعہ اشتہار جاری کیا جاتا ہے SRPO 21 ء عدالت میں مقدمہ نمبر سال ۲۰۲۵ بنام فریق مخالف کو حکم دیا جاتا ہے کہ وہ تاریخ مقررہ پر بوقت صبح حاضر ہو بصورت دیگر یکطرفہ کارروائی عمل میں لائی جائے گی سینئر سول جج کراچی ضلع شرقی غربی وسطی ملیر کورنگی جنوبی سماعت کی تاریخ مقرر کی گئی ہے نوٹس بذریعہ اشتہار جاری کیا جاتا ہے کہ فریق مذکور عدالت ہذا میں حاضر ہو کر جواب داخل کرے ورنہ قانون کے مطابق فیصلہ کیا جائے گا محکمہ پولیس ضلع انتظامیہ شکایت درج کی گئی تحقیقات جاری ہیں ذرائع کے مطابق متعلقہ حکام نے کارروائی کا آغاز کر دیا ہے عدالت میں مقدمہ نمبر سال ۲۰۲۵ بنام فریق مخالف کو حکم دیا جاتا ہے کہ وہ تاریخ مقررہ پر بوقت صبح حاضر ہو بصورت دیگر یکطرفہ کارروائی عمل میں لائی جائے گی سینئر سول جج کراچی ضلع شرقی غربی وسطی ملیر کورنگی جنوبی سماعت کی تاریخ مقرر کی گئی ہے نوٹس بذریعہ اشتہار جاری کیا جاتا ہے Best-33 ء عدالت میں مقدمہ نمبر سال ۲۰۲۵ بنام فریق مخالف کو حکم دیا جاتا ہے کہ وہ تاریخ مقررہ پر بوقت صبح حاضر ہو بصورت دیگر یکطرفہ کارروائی عمل میں لائی جائے گی سینئر سول جج کراچی ضلع شرقی غربی وسطی ملیر کورنگی جنوبی سماعت کی تاریخ مقرر کی گئی ہے نوٹس بذریعہ اشتہار جاری کیا جاتا ہے کہ فریق مذکور عدالت ہذا میں حاضر ہو کر جواب داخل کرے ورنہ قانون کے مطابق فیصلہ کیا جائے گا محکمہ پولیس ضلع انتظامیہ شکایت درج کی گئی تحقیقات جاری ہیں ذرائع کے مطابق متعلقہ حکام نے کارروائی کا آغاز کر دیا ہے عدالت میں مقدمہ نمبر سال ۲۰۲۵ بنام فریق مخالف کو حکم دیا جاتا ہے کہ وہ تاریخ مقررہ پر بوقت صبح حاضر ہو بصورت دیگر یکطرفہ کارروائی عمل میں لائی جائے گی سینئر سول جج کراچی ضلع شرقی غربی وسطی ملیر کورنگی جنوبی سماعت کی تاریخ مقرر کی گئی ہے نوٹس بذریعہ اشتہار جاری کیا جاتا ہے Best-35 ء عدالت میں مقدمہ نمبر سال ۲۰۲۵ بنام فریق مخالف کو حکم دیا جاتا ہے کہ وہ تاریخ مقررہ پر بوقت صبح حاضر ہو بصورت دیگر یکطرفہ کارروائی عمل میں لائی جائے گی سینئر سول جج کراچی ضلع شرقی غربی وسطی ملیر کورنگی جنوبی سماعت کی تاریخ مقرر کی گئی ہے نوٹس بذریعہ اشتہار جاری کیا جاتا ہے کہ فریق مذکور عدالت ہذا میں حاضر ہو کر جواب داخل کرے ورنہ قانون کے مطابق فیصلہ کیا جائے گا محکمہ پولیس ضلع انتظامیہ شکایت درج کی گئی تحقیقات جاری ہیں ذرائع کے مطابق متعلقہ حکام نے کارروائی کا آغاز کر دیا ہے عدالت میں مقدمہ نمبر سال ۲۰۲۵ بنام فریق مخالف کو حکم دیا جاتا ہے کہ وہ تاریخ مقررہ پر بوقت صبح حاضر ہو بصورت دیگر یکطرفہ کارروائی عمل میں لائی جائے گی سینئر سول جج کراچی ضلع شرقی غربی وسطی ملیر کورنگی جنوبی سماعت کی تاریخ مقرر کی گئی ہے نوٹس بذریعہ اشتہار جاری کیا جاتا ہے Best-38 ء عدالت میں مقدمہ نمبر سال ۲۰۲۵ بنام فریق مخالف کو حکم دیا جاتا ہے کہ وہ تاریخ مقررہ پر بوقت صبح حاضر ہو بصورت دیگر یکطرفہ کارروائی عمل میں لائی جائے گی سینئر سول جج کراچی ضلع شرقی غربی وسطی ملیر کورنگی جنوبی سماعت کی تاریخ مقرر کی گئی ہے نوٹس بذریعہ اشتہار جاری کیا جاتا ہے کہ فریق مذکور عدالت ہذا میں حاضر ہو کر جواب داخل کرے ورنہ قانون کے مطابق فیصلہ کیا جائے گا محکمہ پولیس ضلع انتظامیہ شکایت درج کی گئی تحقیقات جاری ہیں ذرائع کے مطابق متعلقہ حکام نے کارروائی کا آغاز کر دیا ہے عدالت میں مقدمہ نمبر سال ۲۰۲۵ بنام فریق مخالف کو حکم دیا جاتا ہے کہ وہ تاریخ مقررہ پر بوقت صبح حاضر ہو بصورت دیگر یکطرفہ کارروائی عمل میں لائی جائے گی سینئر سول جج کراچی ضلع شرقی غربی وسطی ملیر کورنگی جنوبی سماعت کی تاریخ مقرر کی گئی ہے نوٹس بذریعہ اشتہار جاری کیا جاتا ہے xyxy=(247,26,368,1756)
subhead-2: کوٹلی ستیاں میں فارسٹ ایریا میں آتشزدگی نے کمیشن کو مشکل بنا دیا xyxy=(734,363,946,385)
article-text xyxy=(724,1448,956,1628)
gavel-icon xyxy=(83,30,99,43)
article-text xyxy=(724,712,956,1102)
section-header: 1 ہفتے کی سماعت xyxy=(728,468,952,484)
article-text xyxy=(724,1190,956,1260)
gavel-icon xyxy=(329,30,345,43)
ad-rate: صرف 100/- روپے فی سطر xyxy=(389,76,475,101)
masthead xyxy=(4,4,956,20)
court-notices-column-3 xyxy=(371,26,588,1756)
pp-mansehra-headline: پی پی مانسہرہ کی تحصیل تنظیمیں تحلیل ۔ انکوائری کا فیصلہ صوبائی کابینہ کو مراسلہ ارسال ۔ انٹرا پارٹی الیکشن کے حوالے سے انکشاف متوقع xyxy=(592,124,720,237)
boxed-headline: مانسہرہ میں شہید پولیس اہلکاروں کے 2 بیٹے اے ایس آئی بھرتی xyxy=(598,30,714,120)
section-header: 12 عدالت xyxy=(378,1720,580,1736)
article-text xyxy=(724,1126,956,1166)
section-header: 4 ملزم گرفتار xyxy=(728,1170,952,1186)
ad-title: مختصر اشتہارات xyxy=(392,30,472,72)
section-header: 7 ایس ایچ او xyxy=(596,238,716,254)
article-text xyxy=(724,1284,956,1424)
article-text xyxy=(592,372,720,792)
